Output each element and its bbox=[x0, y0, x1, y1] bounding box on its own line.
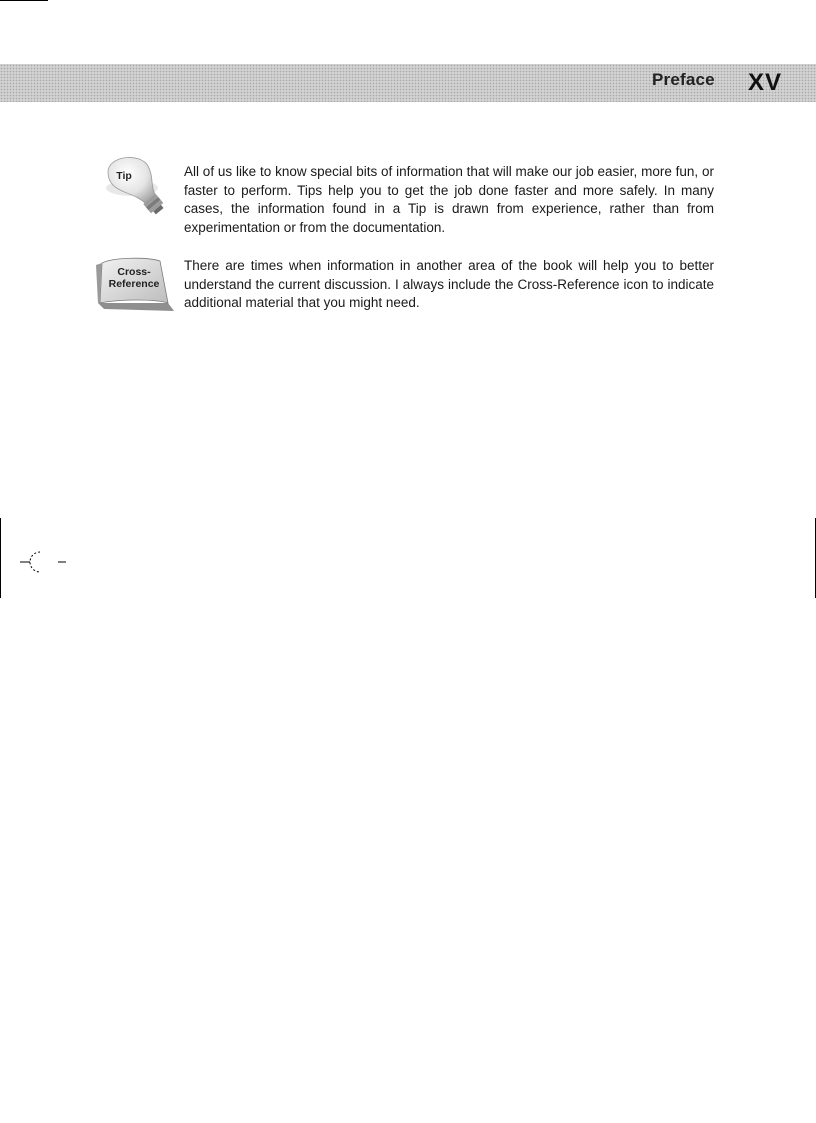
margin-rule-left bbox=[0, 518, 1, 598]
cross-reference-note-text: There are times when information in another area of the book will help you to better understand the current discussion. I always include the Cross-Reference icon to indicate additional material that you might need. bbox=[184, 258, 714, 310]
cross-reference-icon-label-line2: Reference bbox=[108, 278, 160, 290]
cross-reference-icon-label-line1: Cross- bbox=[117, 266, 151, 278]
cross-reference-book-icon bbox=[94, 253, 176, 317]
running-header-title: Preface bbox=[652, 70, 715, 89]
tip-icon-label: Tip bbox=[116, 170, 132, 182]
registration-mark bbox=[20, 548, 68, 576]
crop-mark bbox=[0, 0, 48, 1]
page-number: XV bbox=[748, 69, 783, 96]
tip-note-text: All of us like to know special bits of information that will make our job easier, more fun, or faster to perform. Tips help you to get the job done faster and more safely. In many cases, the information found in a Tip is drawn from experience, rather than from experimentation or from the documentation. bbox=[184, 164, 714, 235]
tip-lightbulb-icon bbox=[98, 150, 170, 220]
